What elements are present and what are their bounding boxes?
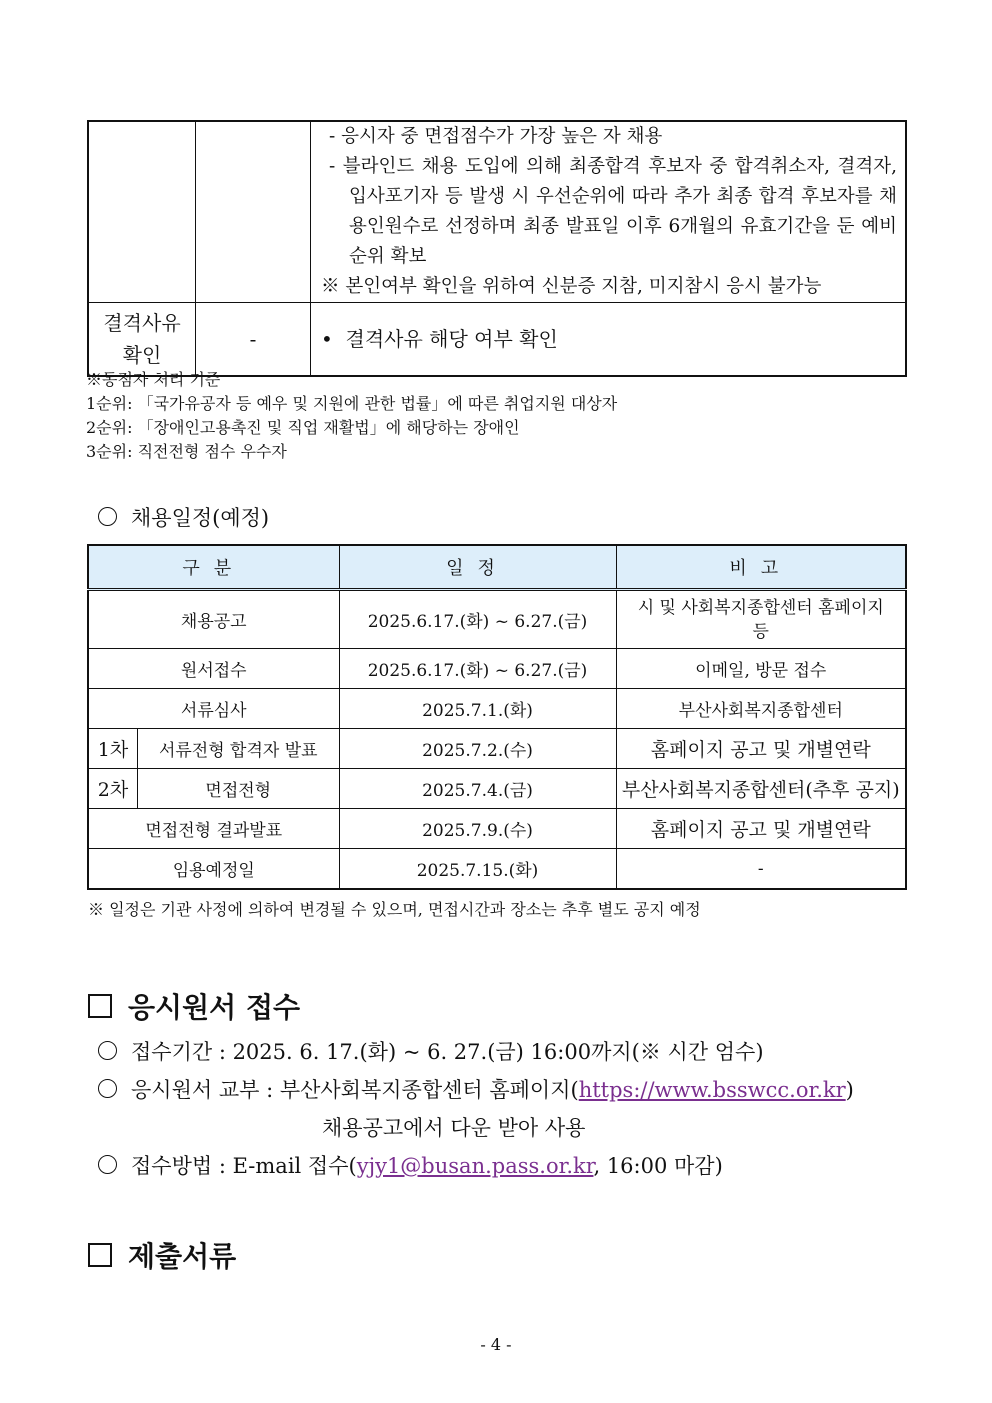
row-name: 채용공고 xyxy=(88,590,339,649)
method-suffix: , 16:00 마감) xyxy=(593,1154,723,1178)
row-name: 서류전형 합격자 발표 xyxy=(138,729,340,769)
header-date: 일정 xyxy=(339,545,616,590)
row-stage: 2차 xyxy=(88,769,138,809)
period-text: 접수기간 : 2025. 6. 17.(화) ~ 6. 27.(금) 16:00까지(※ 시간 엄수) xyxy=(131,1040,764,1064)
circle-icon xyxy=(98,507,117,526)
row-note: 홈페이지 공고 및 개별연락 xyxy=(616,809,906,849)
tie-rules-title: ※동점자 처리 기준 xyxy=(86,370,221,389)
row-note: 홈페이지 공고 및 개별연락 xyxy=(616,729,906,769)
application-form xyxy=(98,1074,854,1104)
row-date: 2025.7.9.(수) xyxy=(339,809,616,849)
row-date: 2025.6.17.(화) ~ 6.27.(금) xyxy=(339,649,616,689)
table-row xyxy=(88,849,906,890)
row-name: 면접전형 xyxy=(138,769,340,809)
row-date: 2025.6.17.(화) ~ 6.27.(금) xyxy=(339,590,616,649)
bullet-icon: • xyxy=(321,327,346,351)
row-date: 2025.7.4.(금) xyxy=(339,769,616,809)
table-cell xyxy=(311,121,907,303)
tie-rule-item: 3순위: 직전전형 점수 우수자 xyxy=(86,442,287,461)
schedule-title: 채용일정(예정) xyxy=(131,506,270,530)
table-cell xyxy=(88,121,196,303)
circle-icon xyxy=(98,1155,117,1174)
row-date: 2025.7.2.(수) xyxy=(339,729,616,769)
id-note: ※ 본인여부 확인을 위하여 신분증 지참, 미지참시 응시 불가능 xyxy=(321,276,822,297)
eligibility-table xyxy=(87,120,907,377)
circle-icon xyxy=(98,1041,117,1060)
schedule-table xyxy=(87,544,907,890)
tie-rule-item: 1순위: 「국가유공자 등 예우 및 지원에 관한 법률」에 따른 취업지원 대상자 xyxy=(86,394,618,413)
form-suffix: ) xyxy=(845,1078,854,1102)
application-period xyxy=(98,1036,764,1066)
documents-title: 제출서류 xyxy=(128,1240,237,1273)
email-link[interactable]: yjy1@busan.pass.or.kr xyxy=(356,1154,594,1178)
circle-icon xyxy=(98,1079,117,1098)
disqualification-label xyxy=(88,303,196,377)
row-date: 2025.7.15.(화) xyxy=(339,849,616,890)
homepage-link[interactable]: https://www.bsswcc.or.kr xyxy=(578,1078,846,1102)
reserve-rule: - 블라인드 채용 도입에 의해 최종합격 후보자 중 합격취소자, 결격자, 입사포기자 등 발생 시 우선순위에 따라 추가 최종 합격 후보자를 채용인원수로 선정하며 최종 발표일 이후 6개월의 유효기간을 둔 예비순위 확보 xyxy=(329,156,897,267)
row-name: 면접전형 결과발표 xyxy=(88,809,339,849)
header-note: 비고 xyxy=(616,545,906,590)
table-row xyxy=(88,649,906,689)
table-cell xyxy=(196,121,311,303)
table-row xyxy=(88,809,906,849)
tie-rule-item: 2순위: 「장애인고용촉진 및 직업 재활법」에 해당하는 장애인 xyxy=(86,418,520,437)
row-note: - xyxy=(616,849,906,890)
label-line: 확인 xyxy=(122,343,162,367)
tie-rules xyxy=(86,368,617,464)
table-row xyxy=(88,769,906,809)
row-name: 임용예정일 xyxy=(88,849,339,890)
method-text: 접수방법 : E-mail 접수( xyxy=(131,1154,357,1178)
selection-rule: - 응시자 중 면접점수가 가장 높은 자 채용 xyxy=(329,126,663,147)
table-row xyxy=(88,689,906,729)
row-name: 원서접수 xyxy=(88,649,339,689)
schedule-footnote: ※ 일정은 기관 사정에 의하여 변경될 수 있으며, 면접시간과 장소는 추후 별도 공지 예정 xyxy=(88,900,701,919)
disqualification-text: 결격사유 해당 여부 확인 xyxy=(345,327,558,351)
disqualification-value: - xyxy=(196,303,311,377)
application-heading xyxy=(88,986,300,1026)
row-date: 2025.7.1.(화) xyxy=(339,689,616,729)
checkbox-square-icon xyxy=(88,994,112,1018)
row-name: 서류심사 xyxy=(88,689,339,729)
header-category: 구분 xyxy=(88,545,339,590)
application-method xyxy=(98,1150,723,1180)
application-title: 응시원서 접수 xyxy=(128,991,301,1024)
row-note: 시 및 사회복지종합센터 홈페이지 등 xyxy=(616,590,906,649)
row-note: 부산사회복지종합센터 xyxy=(616,689,906,729)
row-stage: 1차 xyxy=(88,729,138,769)
form-text: 응시원서 교부 : 부산사회복지종합센터 홈페이지( xyxy=(131,1078,579,1102)
schedule-heading xyxy=(98,502,269,532)
documents-heading xyxy=(88,1235,236,1275)
disqualification-desc xyxy=(311,303,907,377)
label-line: 결격사유 xyxy=(103,311,181,335)
table-row xyxy=(88,590,906,649)
checkbox-square-icon xyxy=(88,1243,112,1267)
row-note: 부산사회복지종합센터(추후 공지) xyxy=(616,769,906,809)
page-number: - 4 - xyxy=(480,1335,512,1354)
table-row xyxy=(88,729,906,769)
form-line2: 채용공고에서 다운 받아 사용 xyxy=(322,1116,586,1140)
row-note: 이메일, 방문 접수 xyxy=(616,649,906,689)
